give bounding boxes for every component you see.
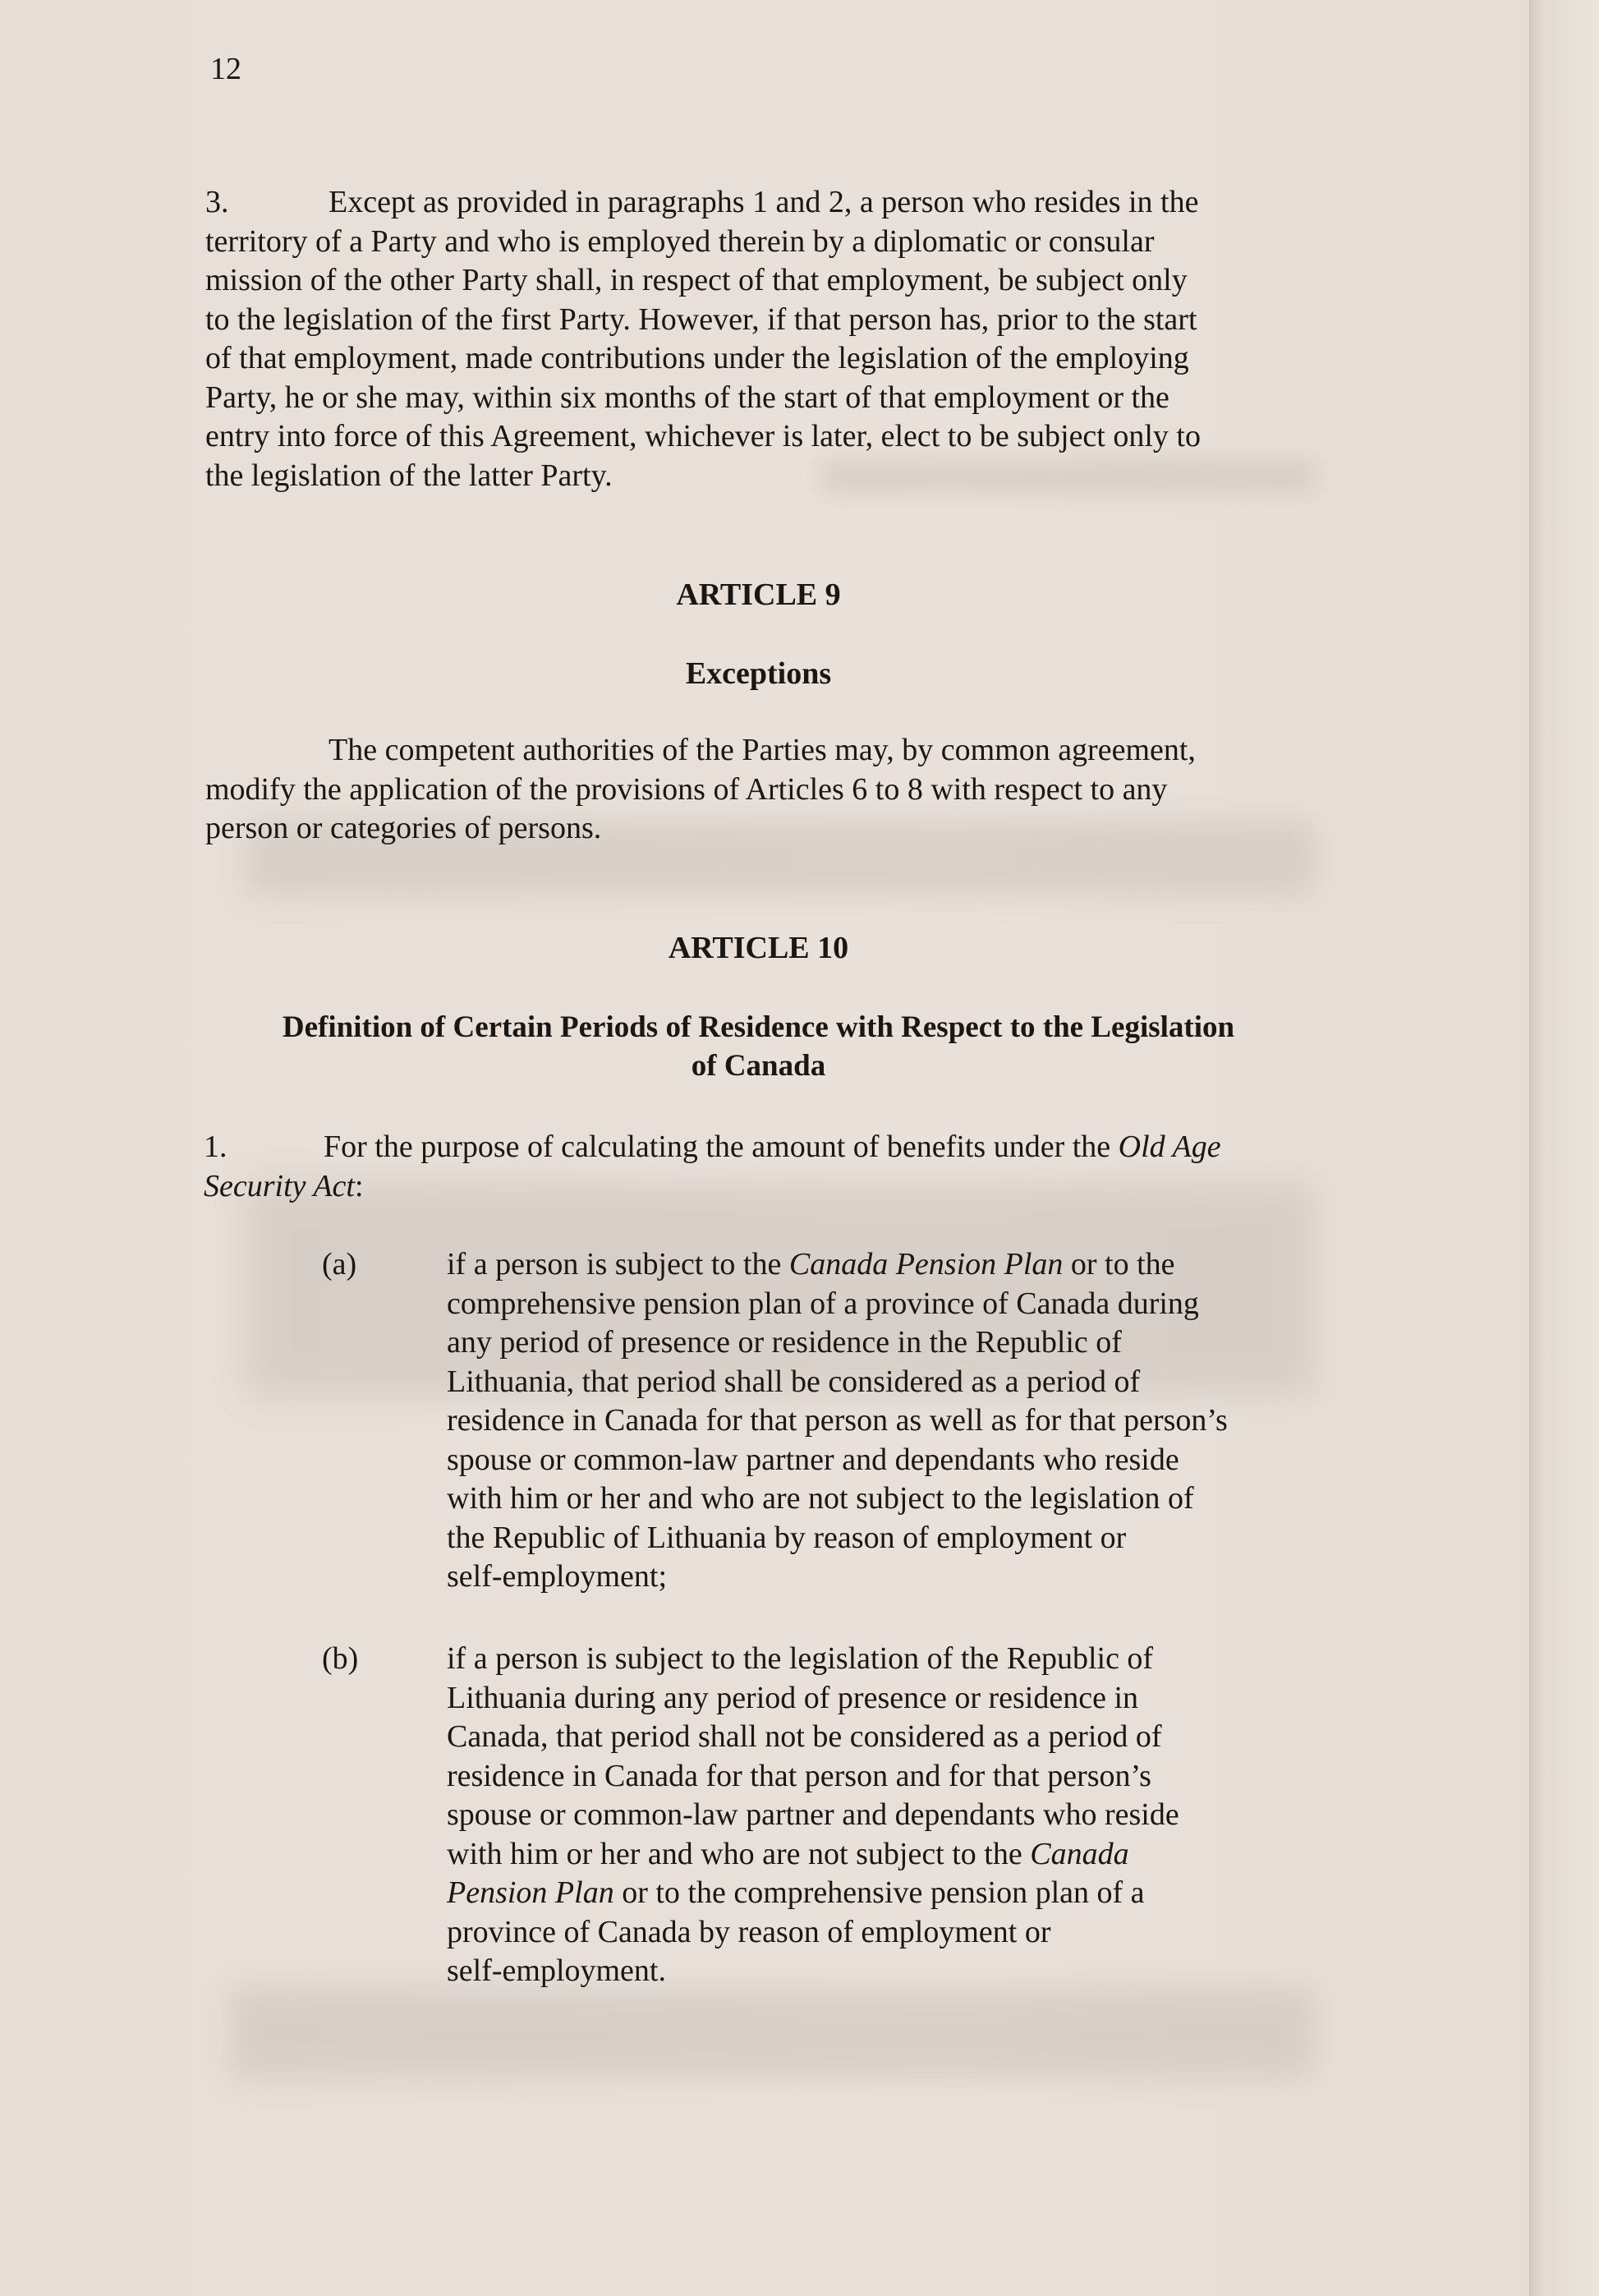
paragraph-line: if a person is subject to the legislation of the Republic of <box>447 1641 1154 1676</box>
item-a-text <box>447 1245 1228 1597</box>
paragraph-line: self-employment. <box>447 1953 666 1988</box>
paragraph-line: province of Canada by reason of employment or <box>447 1914 1051 1949</box>
paragraph-line: residence in Canada for that person and for that person’s <box>447 1758 1151 1793</box>
article-10-subtitle <box>0 1008 1517 1085</box>
item-b-text <box>447 1640 1179 1991</box>
paragraph-line: territory of a Party and who is employed therein by a diplomatic or consular <box>205 223 1155 259</box>
page-number: 12 <box>210 52 241 86</box>
paragraph-line: Party, he or she may, within six months of the start of that employment or the <box>205 380 1169 415</box>
item-a-label: (a) <box>322 1247 357 1281</box>
paragraph-line: The competent authorities of the Parties may, by common agreement, <box>329 733 1196 767</box>
paragraph-line: Security Act: <box>204 1168 364 1203</box>
paragraph-line: 3. Except as provided in paragraphs 1 and 2, a person who resides in the <box>205 183 1201 223</box>
paragraph-line: spouse or common-law partner and dependants who reside <box>447 1797 1179 1832</box>
paragraph-line: any period of presence or residence in the Republic of <box>447 1325 1122 1360</box>
paragraph-line: person or categories of persons. <box>205 811 602 845</box>
paragraph-line: self-employment; <box>447 1559 668 1594</box>
item-b-label: (b) <box>322 1641 359 1676</box>
paragraph-line: comprehensive pension plan of a province of Canada during <box>447 1286 1199 1321</box>
page-binding-edge <box>1529 0 1599 2296</box>
paragraph-line: modify the application of the provisions of Articles 6 to 8 with respect to any <box>205 771 1168 807</box>
paragraph-line: 1. For the purpose of calculating the amount of benefits under the Old Age <box>204 1128 1221 1167</box>
paragraph-line: the legislation of the latter Party. <box>205 458 613 493</box>
paragraph-line: to the legislation of the first Party. However, if that person has, prior to the start <box>205 301 1197 337</box>
article-9-paragraph <box>205 731 1196 849</box>
paragraph-line: with him or her and who are not subject to the Canada <box>447 1836 1129 1871</box>
paragraph-line: Lithuania during any period of presence or residence in <box>447 1680 1139 1715</box>
article-10-title: ARTICLE 10 <box>668 931 849 965</box>
paragraph-line: of that employment, made contributions under the legislation of the employing <box>205 341 1189 375</box>
article-10-paragraph-1 <box>204 1128 1221 1206</box>
article-9-title: ARTICLE 9 <box>676 577 841 612</box>
paragraph-line: the Republic of Lithuania by reason of employment or <box>447 1520 1127 1555</box>
paragraph-number: 3. <box>205 185 229 219</box>
paragraph-line: Canada, that period shall not be considered as a period of <box>447 1719 1162 1754</box>
paragraph-3 <box>205 183 1201 495</box>
paragraph-line: entry into force of this Agreement, whichever is later, elect to be subject only to <box>205 419 1201 453</box>
paragraph-number: 1. <box>204 1130 227 1164</box>
paragraph-line: with him or her and who are not subject to the legislation of <box>447 1481 1194 1516</box>
paragraph-line: Pension Plan or to the comprehensive pension plan of a <box>447 1875 1145 1910</box>
paragraph-line: if a person is subject to the Canada Pension Plan or to the <box>447 1247 1175 1281</box>
paragraph-line: mission of the other Party shall, in respect of that employment, be subject only <box>205 263 1188 297</box>
subtitle-line: Definition of Certain Periods of Residence with Respect to the Legislation <box>282 1010 1235 1044</box>
paragraph-line: residence in Canada for that person as well as for that person’s <box>447 1403 1228 1438</box>
paragraph-line: Lithuania, that period shall be considered as a period of <box>447 1364 1141 1399</box>
bleed-through-shadow <box>230 1988 1314 2078</box>
article-9-subtitle: Exceptions <box>685 656 832 691</box>
paragraph-line: spouse or common-law partner and dependants who reside <box>447 1442 1179 1477</box>
subtitle-line: of Canada <box>691 1049 826 1083</box>
